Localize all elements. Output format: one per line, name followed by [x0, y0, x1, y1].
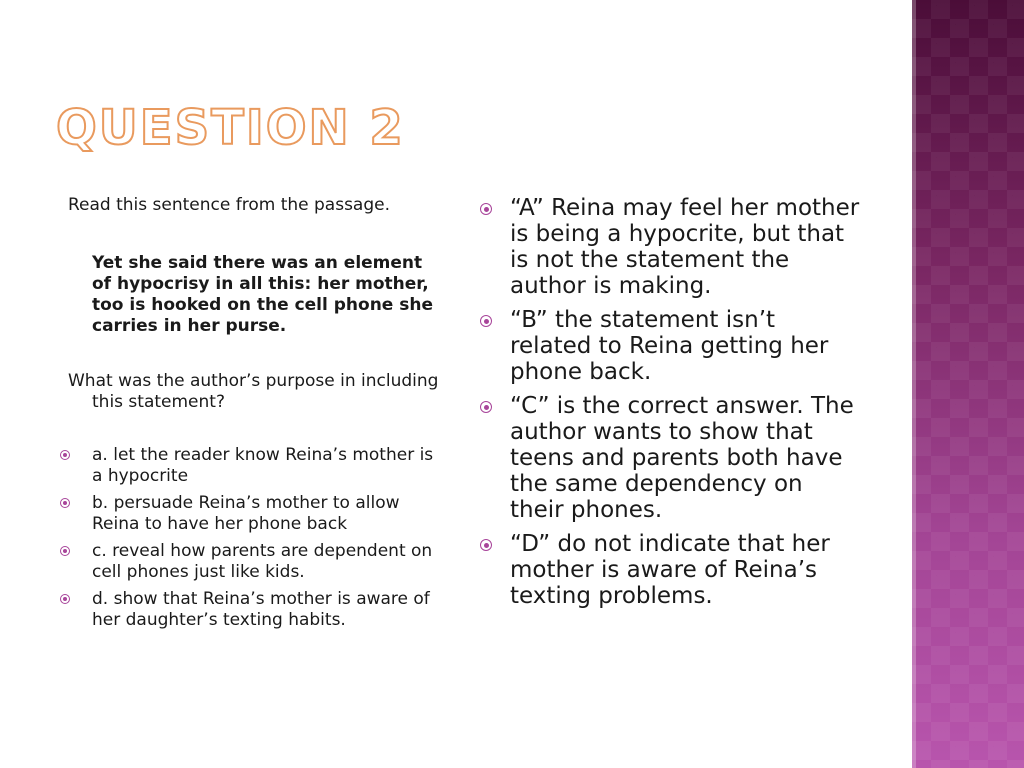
- bullet-icon: [60, 498, 70, 508]
- option-text: d. show that Reina’s mother is aware of her daughter’s texting habits.: [92, 589, 430, 630]
- option-item: [60, 445, 447, 487]
- explanation-item: [480, 531, 860, 609]
- bullet-icon: [480, 401, 492, 413]
- option-item: [60, 541, 447, 583]
- answer-explanations: [480, 195, 860, 609]
- bullet-icon: [60, 450, 70, 460]
- explanation-text: “D” do not indicate that her mother is aware of Reina’s texting problems.: [510, 531, 830, 609]
- answer-options: [60, 445, 450, 631]
- slide-title: QUESTION 2: [56, 100, 405, 156]
- explanation-item: [480, 195, 860, 299]
- option-text: c. reveal how parents are dependent on cell phones just like kids.: [92, 541, 433, 582]
- explanation-item: [480, 307, 860, 385]
- right-content: [480, 195, 860, 617]
- option-text: b. persuade Reina’s mother to allow Reina to have her phone back: [92, 493, 400, 534]
- decorative-side-band: [912, 0, 1024, 768]
- bullet-icon: [480, 203, 492, 215]
- passage-quote: Yet she said there was an element of hypocrisy in all this: her mother, too is hooked on the cell phone she carries in her purse.: [92, 253, 434, 336]
- option-item: [60, 589, 447, 631]
- option-item: [60, 493, 447, 535]
- bullet-icon: [480, 539, 492, 551]
- band-edge: [912, 0, 916, 768]
- left-content: [60, 195, 450, 637]
- question-text: What was the author’s purpose in including this statement?: [68, 371, 439, 412]
- bullet-icon: [60, 546, 70, 556]
- intro-text: Read this sentence from the passage.: [68, 195, 391, 215]
- diamond-pattern: [912, 0, 1024, 768]
- explanation-text: “C” is the correct answer. The author wants to show that teens and parents both have the same dependency on their phones.: [510, 393, 854, 523]
- explanation-text: “A” Reina may feel her mother is being a hypocrite, but that is not the statement the author is making.: [510, 195, 860, 299]
- bullet-icon: [60, 594, 70, 604]
- explanation-text: “B” the statement isn’t related to Reina getting her phone back.: [510, 307, 829, 385]
- bullet-icon: [480, 315, 492, 327]
- option-text: a. let the reader know Reina’s mother is a hypocrite: [92, 445, 434, 486]
- explanation-item: [480, 393, 860, 523]
